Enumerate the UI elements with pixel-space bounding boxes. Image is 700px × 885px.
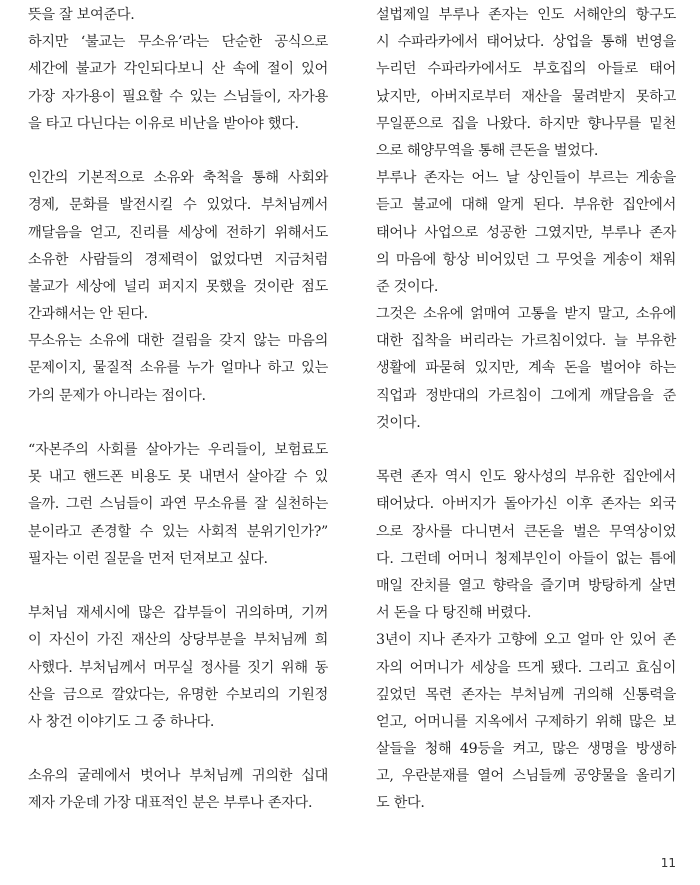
text-line: 고, 우란분재를 열어 스님들께 공양물을 올리기 [376,768,676,785]
text-line: 제자 가운데 가장 대표적인 분은 부루나 존자다. [28,795,313,812]
text-line: “자본주의 사회를 살아가는 우리들이, 보험료도 [28,442,328,458]
text-line: 무소유는 소유에 대한 걸림을 갖지 않는 마음의 [28,333,328,350]
text-line: 문제이지, 물질적 소유를 누가 얼마나 하고 있는 [28,360,328,377]
text-line: 못 내고 핸드폰 비용도 못 내면서 살아갈 수 있 [28,469,328,486]
text-line: 서 돈을 다 탕진해 버렸다. [376,605,532,622]
left-column [28,0,328,818]
text-line: 것이다. [376,414,421,431]
text-line: 도 한다. [376,795,425,812]
text-line: 생활에 파묻혀 있지만, 계속 돈을 벌어야 하는 [376,360,676,377]
text-line: 누리던 수파라카에서도 부호집의 아들로 태어 [376,61,676,78]
text-line: 준 것이다. [376,278,439,295]
text-line: 시 수파라카에서 태어났다. 상업을 통해 번영을 [376,34,676,51]
right-column-paragraph [376,464,676,627]
text-line: 살들을 청해 49등을 켜고, 많은 생명을 방생하 [376,741,676,758]
text-line: 부루나 존자는 어느 날 상인들이 부르는 게송을 [376,170,676,187]
text-line: 그것은 소유에 얽매여 고통을 받지 말고, 소유에 [376,306,676,323]
text-line: 대한 집착을 버리라는 가르침이었다. 늘 부유한 [376,333,676,350]
text-line: 소유한 사람들의 경제력이 없었다면 지금처럼 [28,251,328,268]
right-column-paragraph [376,2,676,165]
text-line: 깨달음을 얻고, 진리를 세상에 전하기 위해서도 [28,224,328,241]
text-line: 설법제일 부루나 존자는 인도 서해안의 항구도 [376,7,676,23]
left-column-paragraph [28,328,328,410]
text-line: 인간의 기본적으로 소유와 축척을 통해 사회와 [28,170,328,187]
text-line: 자의 어머니가 세상을 뜨게 됐다. 그리고 효심이 [376,659,676,676]
text-line: 산을 금으로 깔았다는, 유명한 수보리의 기원정 [28,686,328,703]
text-line: 불교가 세상에 널리 퍼지지 못했을 것이란 점도 [28,278,328,295]
text-line: 으로 해양무역을 통해 큰돈을 벌었다. [376,142,599,159]
text-line: 목련 존자 역시 인도 왕사성의 부유한 집안에서 [376,469,676,486]
paragraph-gap [28,736,328,763]
text-line: 사했다. 부처님께서 머무실 정사를 짓기 위해 동 [28,659,328,676]
text-line: 필자는 이런 질문을 먼저 던져보고 싶다. [28,550,268,567]
left-column-paragraph [28,29,328,138]
left-column-paragraph [28,437,328,573]
text-line: 태어나 사업으로 성공한 그였지만, 부루나 존자 [376,224,676,241]
paragraph-gap [28,410,328,437]
text-line: 으로 장사를 다니면서 큰돈을 벌은 무역상이었 [376,523,676,540]
text-line: 부처님 재세시에 많은 갑부들이 귀의하며, 기꺼 [28,605,328,622]
text-line: 경제, 문화를 발전시킬 수 있었다. 부처님께서 [28,197,328,214]
text-line: 얻고, 어머니를 지옥에서 구제하기 위해 많은 보 [376,713,676,730]
right-column [376,0,676,818]
text-line: 듣고 불교에 대해 알게 된다. 부유한 집안에서 [376,197,676,214]
text-line: 을 타고 다닌다는 이유로 비난을 받아야 했다. [28,115,299,132]
left-column-paragraph [28,600,328,736]
text-line: 직업과 정반대의 가르침이 그에게 깨달음을 준 [376,387,676,404]
left-column-paragraph [28,763,328,817]
text-line: 이 자신이 가진 재산의 상당부분을 부처님께 희 [28,632,328,649]
right-column-paragraph [376,627,676,817]
text-line: 간과해서는 안 된다. [28,306,148,323]
text-line: 을까. 그런 스님들이 과연 무소유를 잘 실천하는 [28,496,328,513]
text-line: 났지만, 아버지로부터 재산을 물려받지 못하고 [376,88,676,105]
text-line: 소유의 굴레에서 벗어나 부처님께 귀의한 십대 [28,768,328,785]
text-line: 다. 그런데 어머니 청제부인이 아들이 없는 틈에 [376,550,676,567]
text-line: 뜻을 잘 보여준다. [28,7,135,23]
text-line: 3년이 지나 존자가 고향에 오고 얼마 안 있어 존 [376,632,676,649]
text-line: 가장 자가용이 필요할 수 있는 스님들이, 자가용 [28,88,328,105]
text-line: 태어났다. 아버지가 돌아가신 이후 존자는 외국 [376,496,676,513]
text-line: 하지만 ‘불교는 무소유’라는 단순한 공식으로 [28,34,328,51]
text-line: 세간에 불교가 각인되다보니 산 속에 절이 있어 [28,61,328,78]
text-line: 깊었던 목련 존자는 부처님께 귀의해 신통력을 [376,686,676,703]
left-column-paragraph [28,165,328,328]
paragraph-gap [28,138,328,165]
text-line: 사 창건 이야기도 그 중 하나다. [28,713,215,730]
paragraph-gap [28,573,328,600]
text-line: 가의 문제가 아니라는 점이다. [28,387,206,404]
text-line: 무일푼으로 집을 나왔다. 하지만 향나무를 밑천 [376,115,676,132]
text-line: 매일 잔치를 열고 향락을 즐기며 방탕하게 살면 [376,577,676,594]
left-column-paragraph [28,2,328,29]
page-number: 11 [660,856,676,870]
paragraph-gap [376,437,676,464]
right-column-paragraph [376,301,676,437]
text-line: 분이라고 존경할 수 있는 사회적 분위기인가?” [28,523,328,540]
text-line: 의 마음에 항상 비어있던 그 무엇을 게송이 채워 [376,251,676,268]
right-column-paragraph [376,165,676,301]
